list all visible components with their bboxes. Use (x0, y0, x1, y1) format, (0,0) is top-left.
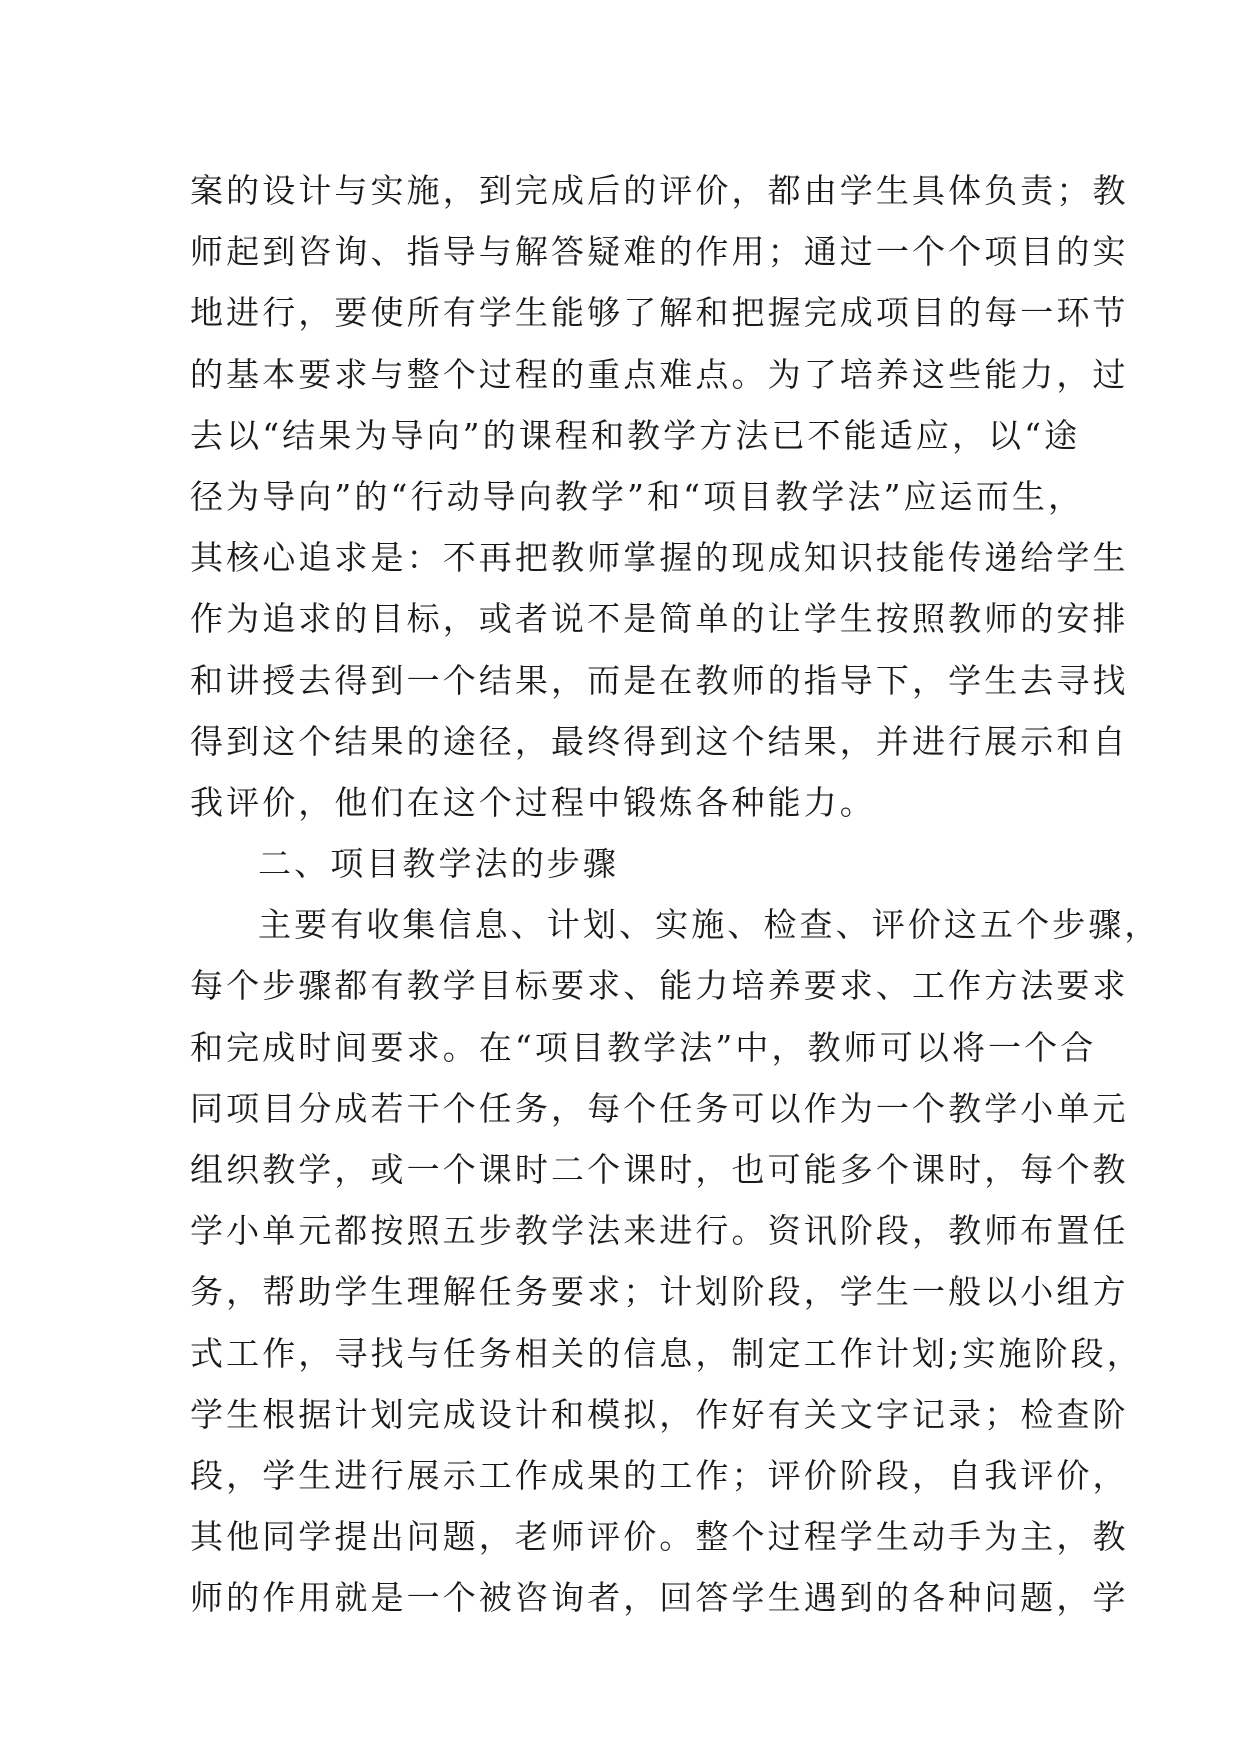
paragraph-line: 务，帮助学生理解任务要求；计划阶段，学生一般以小组方 (190, 1272, 1129, 1312)
paragraph-line: 地进行，要使所有学生能够了解和把握完成项目的每一环节 (190, 293, 1129, 333)
paragraph-line: 师起到咨询、指导与解答疑难的作用；通过一个个项目的实 (190, 232, 1129, 272)
paragraph-line: 去以“结果为导向”的课程和教学方法已不能适应，以“途 (190, 415, 1081, 455)
paragraph-line: 案的设计与实施，到完成后的评价，都由学生具体负责；教 (190, 171, 1129, 210)
paragraph-line: 得到这个结果的途径，最终得到这个结果，并进行展示和自 (190, 721, 1129, 761)
paragraph-line: 主要有收集信息、计划、实施、检查、评价这五个步骤， (258, 905, 1161, 945)
section-heading: 二、项目教学法的步骤 (258, 844, 619, 884)
paragraph-line: 径为导向”的“行动导向教学”和“项目教学法”应运而生， (190, 476, 1085, 516)
paragraph-line: 学生根据计划完成设计和模拟，作好有关文字记录；检查阶 (190, 1394, 1129, 1434)
paragraph-line: 组织教学，或一个课时二个课时，也可能多个课时，每个教 (190, 1150, 1129, 1189)
paragraph-line: 学小单元都按照五步教学法来进行。资讯阶段，教师布置任 (190, 1211, 1129, 1251)
paragraph-line: 每个步骤都有教学目标要求、能力培养要求、工作方法要求 (190, 966, 1129, 1006)
paragraph-line: 和完成时间要求。在“项目教学法”中，教师可以将一个合 (190, 1027, 1097, 1067)
paragraph-line: 我评价，他们在这个过程中锻炼各种能力。 (190, 782, 876, 822)
paragraph-line: 同项目分成若干个任务，每个任务可以作为一个教学小单元 (190, 1088, 1129, 1128)
document-body (190, 160, 1161, 1629)
paragraph-line: 其他同学提出问题，老师评价。整个过程学生动手为主，教 (190, 1517, 1129, 1557)
paragraph-line: 其核心追求是：不再把教师掌握的现成知识技能传递给学生 (190, 538, 1129, 578)
paragraph-line: 段，学生进行展示工作成果的工作；评价阶段，自我评价， (190, 1455, 1129, 1495)
paragraph-line: 作为追求的目标，或者说不是简单的让学生按照教师的安排 (190, 599, 1129, 639)
paragraph-line: 的基本要求与整个过程的重点难点。为了培养这些能力，过 (190, 354, 1129, 394)
paragraph-line: 师的作用就是一个被咨询者，回答学生遇到的各种问题，学 (190, 1578, 1129, 1618)
paragraph-line: 式工作，寻找与任务相关的信息，制定工作计划;实施阶段， (190, 1333, 1143, 1373)
paragraph-line: 和讲授去得到一个结果，而是在教师的指导下，学生去寻找 (190, 660, 1129, 700)
